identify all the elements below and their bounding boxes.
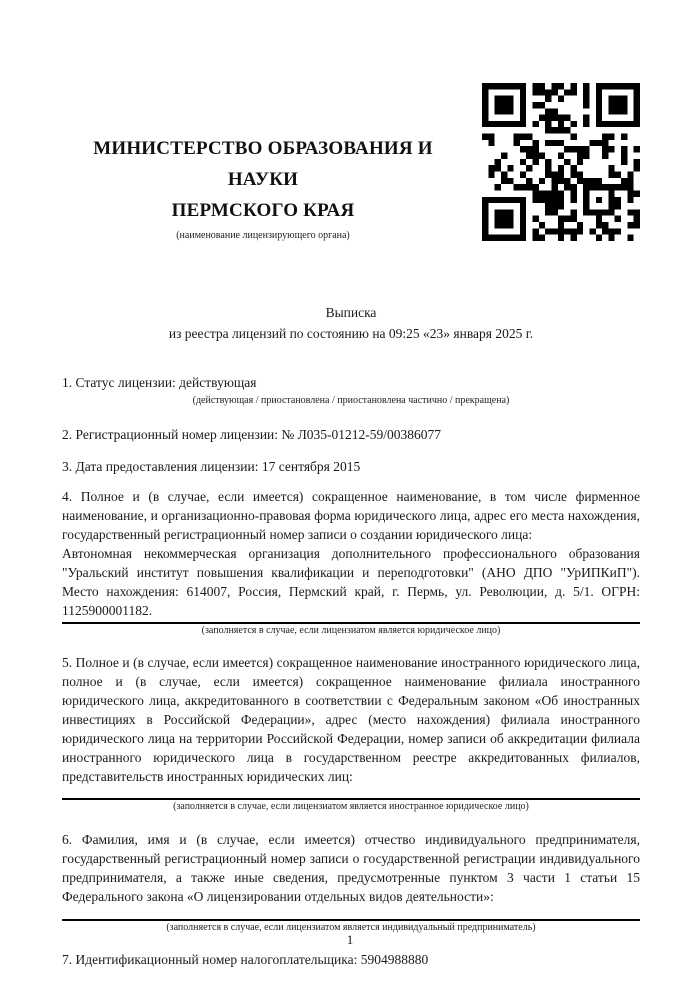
page-number: 1 [346,932,354,947]
field-license-status: 1. Статус лицензии: действующая [62,375,257,390]
field-registration-number: 2. Регистрационный номер лицензии: № Л035-01212-59/00386077 [62,427,442,442]
authority-name-caption: (наименование лицензирующего органа) [176,230,350,241]
document-header [62,83,640,242]
document-title [62,302,640,344]
field-legal-entity-label: 4. Полное и (в случае, если имеется) сокращенное наименование, в том числе фирменное наименование, и организационно-правовая форма юридического лица, адрес его места нахождения, государственный регистрационный номер записи о создании юридического лица: [62,489,640,542]
field-foreign-entity-label: 5. Полное и (в случае, если имеется) сокращенное наименование иностранного юридического лица, полное и (в случае, если имеется) сокращенное наименование филиала иностранного юридического лица, аккредитованного в соответствии с Федеральным законом «Об иностранных инвестициях в Российской Федерации», адрес (место нахождения) филиала иностранного юридического лица на территории Российской Федерации, номер записи об аккредитации филиала иностранного юридического лица в государственном реестре аккредитованных филиалов, представительств иностранных юридических лиц: [62,655,640,784]
authority-name-line2: ПЕРМСКОГО КРАЯ [171,200,355,221]
field-entrepreneur-label: 6. Фамилия, имя и (в случае, если имеется) отчество индивидуального предпринимателя, государственный регистрационный номер записи о государственной регистрации индивидуального предпринимателя, а также иные сведения, предусмотренные пунктом 3 части 1 статьи 15 Федерального закона «О лицензировании отдельных видов деятельности»: [62,832,640,904]
document-title-line2: из реестра лицензий по состоянию на 09:25 «23» января 2025 г. [168,326,534,341]
qr-code-icon [482,83,640,241]
field-grant-date: 3. Дата предоставления лицензии: 17 сентября 2015 [62,459,361,474]
field-entrepreneur-caption: (заполняется в случае, если лицензиатом является индивидуальный предприниматель) [166,922,536,933]
document-title-line1: Выписка [325,305,377,320]
field-license-status-caption: (действующая / приостановлена / приостановлена частично / прекращена) [192,395,510,406]
field-taxpayer-number: 7. Идентификационный номер налогоплательщика: 5904988880 [62,952,429,967]
field-foreign-entity-caption: (заполняется в случае, если лицензиатом является иностранное юридическое лицо) [173,801,529,812]
authority-name-line1: МИНИСТЕРСТВО ОБРАЗОВАНИЯ И НАУКИ [93,138,433,190]
licensing-authority-block [62,83,482,242]
field-legal-entity-value: Автономная некоммерческая организация дополнительного профессионального образования "Уральский институт повышения квалификации и переподготовки" (АНО ДПО "УрИПКиП"). Место нахождения: 614007, Россия, Пермский край, г. Пермь, ул. Революции, д. 5/1. ОГРН: 1125900001182. [62,546,640,618]
field-legal-entity-caption: (заполняется в случае, если лицензиатом является юридическое лицо) [201,625,501,636]
